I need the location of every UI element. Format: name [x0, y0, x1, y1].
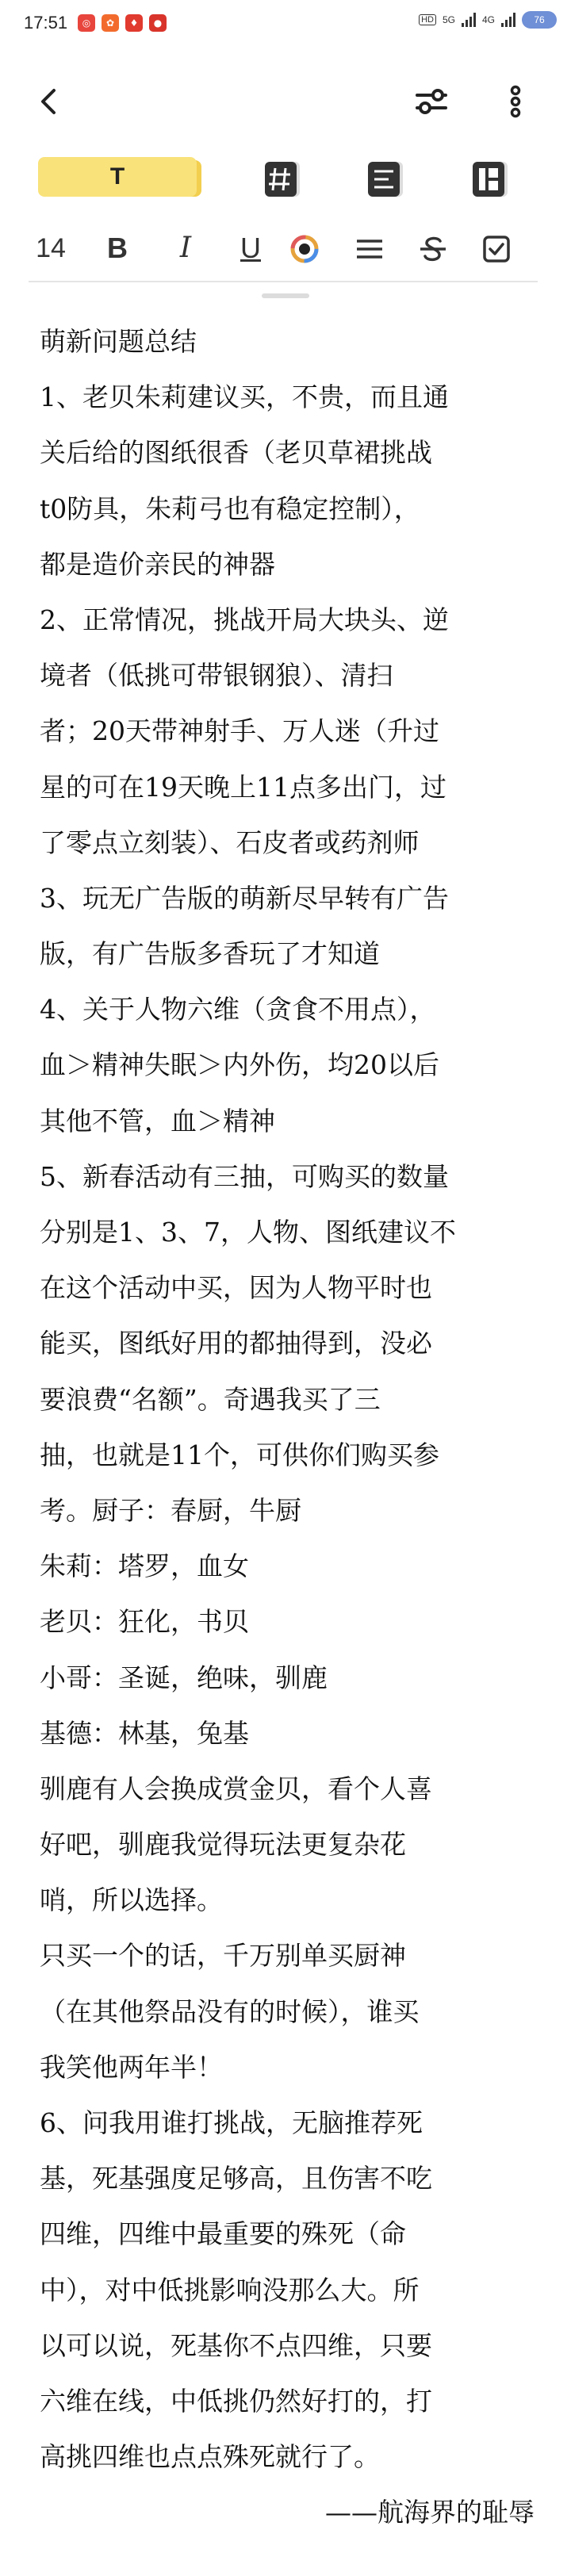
- checkbox-icon[interactable]: [481, 233, 512, 265]
- note-line: 6、问我用谁打挑战，无脑推荐死: [40, 2107, 423, 2138]
- note-line: 高挑四维也点点殊死就行了。: [40, 2441, 380, 2473]
- note-line: 以可以说，死基你不点四维，只要: [40, 2329, 432, 2361]
- note-line: 抽，也就是11个，可供你们购买参: [40, 1439, 439, 1470]
- note-line: 1、老贝朱莉建议买，不贵，而且通: [40, 381, 449, 413]
- note-line: 基德：林基，兔基: [40, 1717, 249, 1749]
- note-line: 了零点立刻装）、石皮者或药剂师: [40, 826, 420, 858]
- quote-block-icon[interactable]: [365, 159, 406, 200]
- note-line: 其他不管，血＞精神: [40, 1105, 275, 1137]
- signal-bars-2-icon: [501, 13, 515, 27]
- game-app-icon: ✿: [102, 14, 119, 32]
- text-format-toolbar: [0, 220, 571, 276]
- note-line: 驯鹿有人会换成赏金贝，看个人喜: [40, 1773, 432, 1804]
- list-format-icon[interactable]: [354, 233, 385, 265]
- top-bar: [0, 63, 571, 140]
- note-line: t0防具，朱莉弓也有稳定控制），: [40, 493, 420, 524]
- shopping-app-icon: ♦: [125, 14, 143, 32]
- back-arrow-icon[interactable]: [32, 84, 67, 119]
- text-style-button[interactable]: [38, 157, 205, 201]
- note-line: 要浪费“名额”。奇遇我买了三: [40, 1383, 381, 1415]
- note-line: 版，有广告版多香玩了才知道: [40, 938, 380, 970]
- status-time: 17:51: [24, 13, 68, 33]
- note-line: 基，死基强度足够高，且伤害不吃: [40, 2163, 432, 2195]
- note-line: 六维在线，中低挑仍然好打的，打: [40, 2385, 432, 2417]
- note-line: 四维，四维中最重要的殊死（命: [40, 2218, 406, 2250]
- more-vertical-icon[interactable]: [496, 82, 535, 121]
- status-indicators: [419, 11, 557, 29]
- note-line: 只买一个的话，千万别单买厨神: [40, 1940, 406, 1972]
- note-line: 朱莉：塔罗，血女: [40, 1551, 249, 1582]
- heading-hash-icon[interactable]: [262, 159, 303, 200]
- hd-badge: HD: [419, 14, 436, 25]
- note-line: 血＞精神失眠＞内外伤，均20以后: [40, 1049, 439, 1081]
- note-line: 4、关于人物六维（贪食不用点），: [40, 994, 436, 1025]
- note-line: 好吧，驯鹿我觉得玩法更复杂花: [40, 1829, 406, 1861]
- text-style-label: T: [109, 163, 125, 190]
- note-line: 者；20天带神射手、万人迷（升过: [40, 715, 439, 747]
- network-type-1: 5G: [442, 14, 455, 25]
- note-line: 境者（低挑可带银钢狼）、清扫: [40, 660, 393, 692]
- note-line: 5、新春活动有三抽，可购买的数量: [40, 1160, 449, 1192]
- status-app-icons: [78, 14, 167, 32]
- note-line: 哨，所以选择。: [40, 1884, 223, 1916]
- status-bar: [0, 0, 571, 51]
- underline-button[interactable]: U: [240, 232, 261, 264]
- note-line: 能买，图纸好用的都抽得到，没必: [40, 1328, 432, 1359]
- note-line: 3、玩无广告版的萌新尽早转有广告: [40, 882, 449, 914]
- note-line: 2、正常情况，挑战开局大块头、逆: [40, 604, 449, 635]
- note-editor[interactable]: [40, 314, 539, 2541]
- network-type-2: 4G: [481, 14, 495, 25]
- font-size-button[interactable]: 14: [36, 233, 66, 263]
- notification-app-icon: ●: [149, 14, 167, 32]
- battery-icon: 76: [522, 11, 557, 29]
- text-color-icon[interactable]: [290, 235, 319, 263]
- bold-button[interactable]: B: [107, 232, 128, 264]
- note-line: 都是造价亲民的神器: [40, 548, 275, 580]
- note-line: 关后给的图纸很香（老贝草裙挑战: [40, 437, 432, 469]
- strikethrough-icon[interactable]: [417, 233, 449, 265]
- drag-handle[interactable]: [262, 293, 309, 298]
- note-line: 分别是1、3、7，人物、图纸建议不: [40, 1217, 456, 1248]
- block-style-toolbar: [0, 149, 571, 213]
- signal-bars-icon: [462, 13, 476, 27]
- note-line: 老贝：狂化，书贝: [40, 1606, 249, 1638]
- news-app-icon: ◎: [78, 14, 95, 32]
- note-signature: ——航海界的耻辱: [325, 2497, 535, 2528]
- italic-button[interactable]: I: [179, 232, 192, 264]
- note-line: 中），对中低挑影响没那么大。所: [40, 2274, 420, 2306]
- note-line: 在这个活动中买，因为人物平时也: [40, 1272, 432, 1304]
- note-line: 我笑他两年半！: [40, 2051, 223, 2083]
- toolbar-divider: [29, 281, 538, 282]
- columns-layout-icon[interactable]: [469, 159, 511, 200]
- note-title: 萌新问题总结: [40, 326, 197, 357]
- note-line: 星的可在19天晚上11点多出门，过: [40, 771, 446, 803]
- note-line: （在其他祭品没有的时候），谁买: [40, 1995, 420, 2027]
- adjust-sliders-icon[interactable]: [412, 82, 450, 121]
- note-line: 考。厨子：春厨，牛厨: [40, 1494, 301, 1526]
- note-line: 小哥：圣诞，绝味，驯鹿: [40, 1662, 328, 1693]
